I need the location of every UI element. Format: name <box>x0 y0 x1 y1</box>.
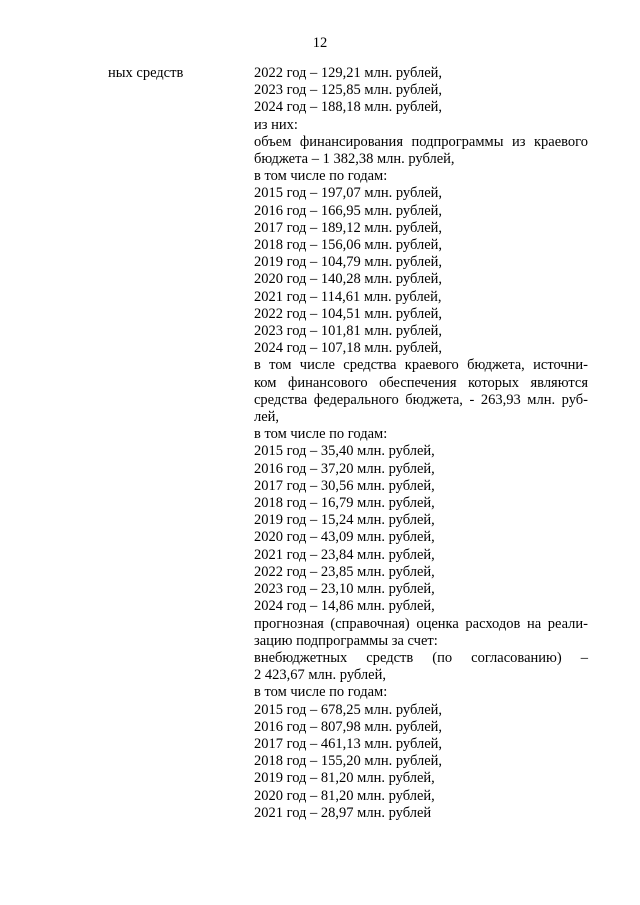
text-line: внебюджетных средств (по согласованию) – <box>254 649 588 666</box>
text-line: в том числе по годам: <box>254 426 388 443</box>
text-line: 2024 год – 188,18 млн. рублей, <box>254 99 443 116</box>
text-line: 2019 год – 15,24 млн. рублей, <box>254 512 435 529</box>
left-column-label: ных средств <box>108 65 184 81</box>
text-line: 2015 год – 678,25 млн. рублей, <box>254 701 443 718</box>
text-line: 2023 год – 23,10 млн. рублей, <box>254 581 435 598</box>
text-line: объем финансирования подпрограммы из краевого <box>254 133 588 150</box>
text-line: 2024 год – 14,86 млн. рублей, <box>254 598 435 615</box>
text-line: лей, <box>254 409 280 426</box>
text-line: 2018 год – 16,79 млн. рублей, <box>254 495 435 512</box>
text-line: 2022 год – 23,85 млн. рублей, <box>254 563 435 580</box>
text-line: 2016 год – 807,98 млн. рублей, <box>254 718 443 735</box>
text-line: 2023 год – 125,85 млн. рублей, <box>254 82 443 99</box>
text-line: 2019 год – 81,20 млн. рублей, <box>254 770 435 787</box>
text-line: ком финансового обеспечения которых являются <box>254 374 588 391</box>
text-line: в том числе по годам: <box>254 168 388 185</box>
text-line: 2017 год – 30,56 млн. рублей, <box>254 477 435 494</box>
text-line: 2023 год – 101,81 млн. рублей, <box>254 323 443 340</box>
text-line: 2022 год – 104,51 млн. рублей, <box>254 305 443 322</box>
text-line: 2021 год – 114,61 млн. рублей, <box>254 288 442 305</box>
text-line: из них: <box>254 116 298 133</box>
text-line: 2 423,67 млн. рублей, <box>254 667 386 684</box>
funding-text-column <box>254 65 588 822</box>
text-line: прогнозная (справочная) оценка расходов на реали- <box>254 615 588 632</box>
text-line: 2018 год – 156,06 млн. рублей, <box>254 237 443 254</box>
text-line: 2022 год – 129,21 млн. рублей, <box>254 65 443 81</box>
text-line: 2016 год – 37,20 млн. рублей, <box>254 460 435 477</box>
text-line: в том числе средства краевого бюджета, источни- <box>254 357 588 374</box>
text-line: 2021 год – 23,84 млн. рублей, <box>254 546 435 563</box>
page-number: 12 <box>312 35 328 51</box>
text-line: 2020 год – 81,20 млн. рублей, <box>254 787 435 804</box>
text-line: 2020 год – 140,28 млн. рублей, <box>254 271 443 288</box>
text-line: 2020 год – 43,09 млн. рублей, <box>254 529 435 546</box>
text-line: в том числе по годам: <box>254 684 388 701</box>
text-line: 2017 год – 461,13 млн. рублей, <box>254 735 443 752</box>
text-line: 2016 год – 166,95 млн. рублей, <box>254 202 443 219</box>
text-line: 2015 год – 35,40 млн. рублей, <box>254 443 435 460</box>
text-line: 2024 год – 107,18 млн. рублей, <box>254 340 443 357</box>
text-line: средства федерального бюджета, - 263,93 млн. руб- <box>254 391 588 408</box>
text-line: 2017 год – 189,12 млн. рублей, <box>254 219 443 236</box>
text-line: 2019 год – 104,79 млн. рублей, <box>254 254 443 271</box>
text-line: 2018 год – 155,20 млн. рублей, <box>254 753 443 770</box>
text-line: бюджета – 1 382,38 млн. рублей, <box>254 151 455 168</box>
text-line: зацию подпрограммы за счет: <box>254 632 438 649</box>
text-line: 2015 год – 197,07 млн. рублей, <box>254 185 443 202</box>
text-line: 2021 год – 28,97 млн. рублей <box>254 804 432 821</box>
